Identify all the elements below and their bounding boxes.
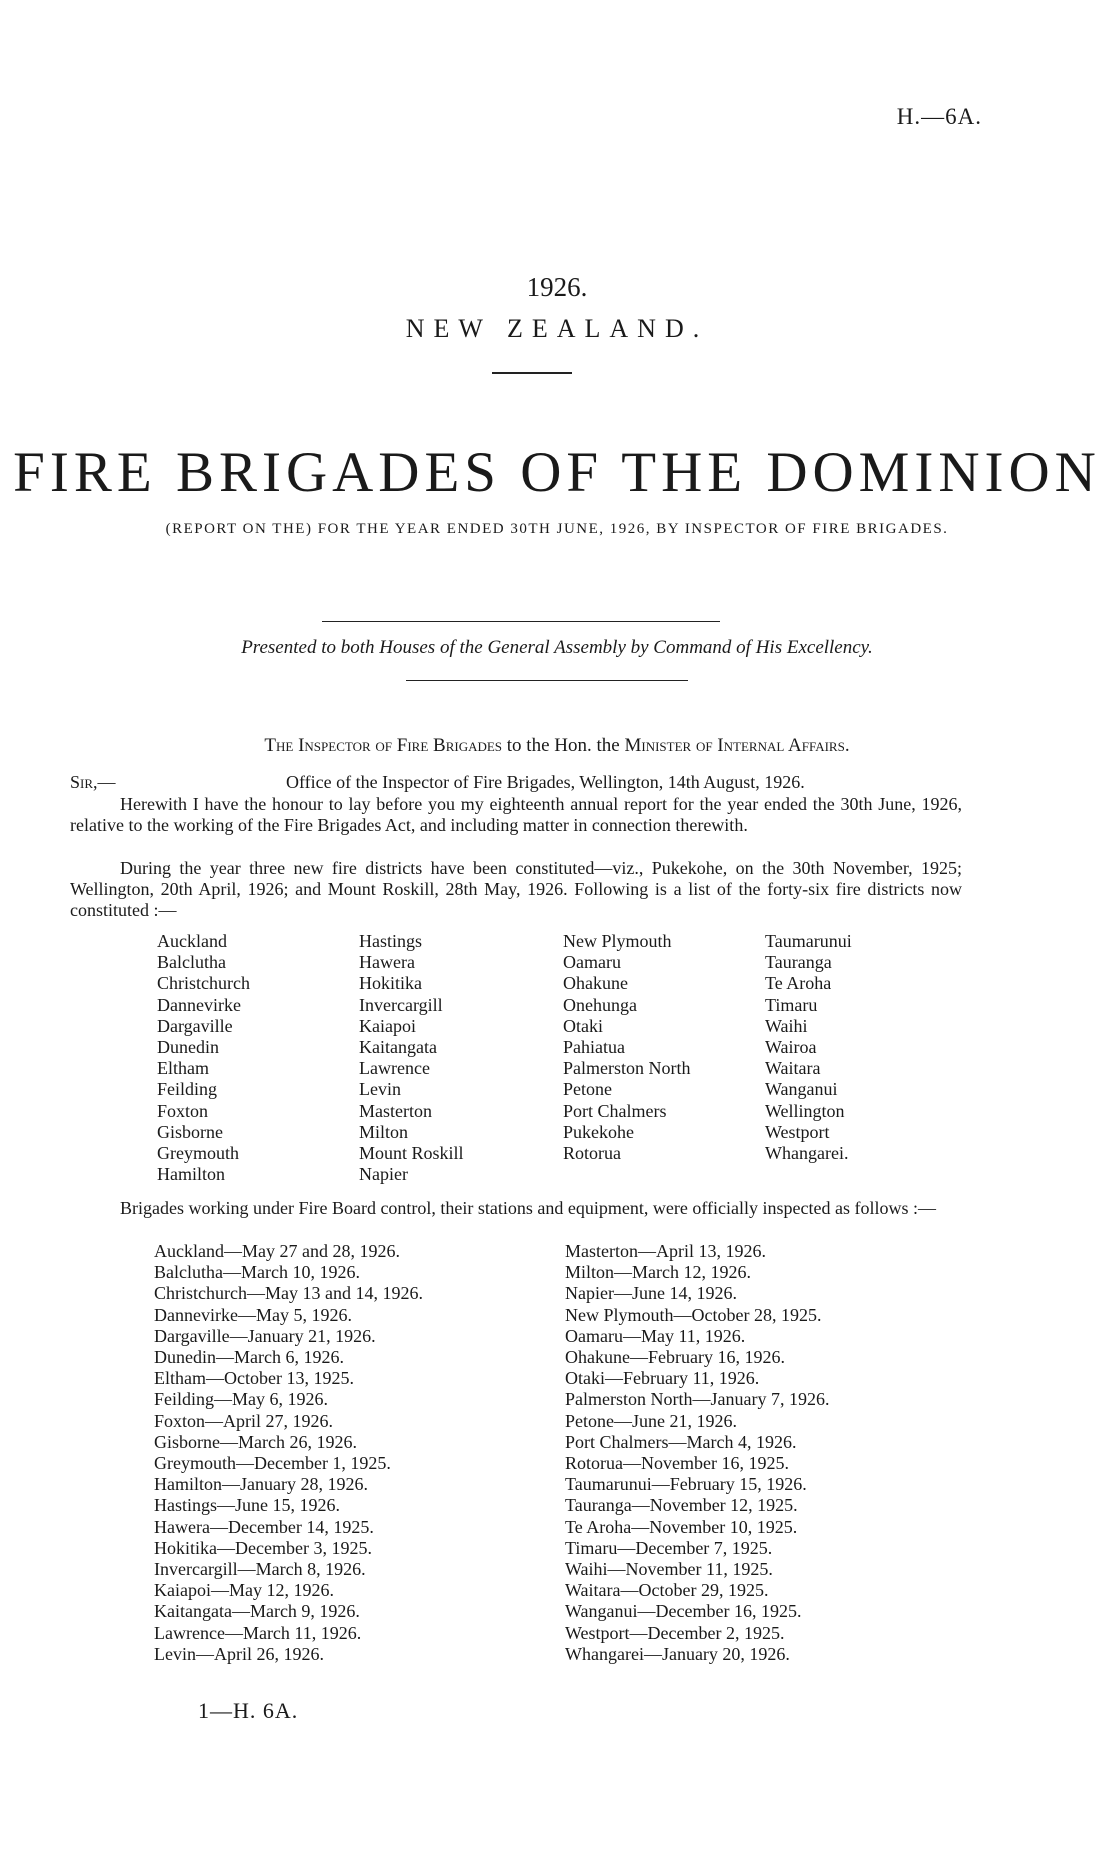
short-divider — [492, 372, 572, 374]
list-item: Wellington — [765, 1100, 845, 1121]
list-item: Petone—June 21, 1926. — [565, 1410, 737, 1431]
list-item: Christchurch — [157, 973, 250, 994]
paragraph-new-districts: During the year three new fire districts have been constituted—viz., Pukekohe, on the 30th November, 1925; Wellington, 20th April, 1926; and Mount Roskill, 28th May, 1926. Following is a list of the forty-six fire districts now constituted :— — [70, 858, 962, 920]
list-item: Kaitangata—March 9, 1926. — [154, 1601, 360, 1622]
list-item: Kaiapoi—May 12, 1926. — [154, 1580, 334, 1601]
list-item: Te Aroha—November 10, 1925. — [565, 1516, 798, 1537]
list-item: Taumarunui—February 15, 1926. — [565, 1474, 807, 1495]
address-from: The Inspector of Fire Brigades — [264, 735, 503, 756]
list-item: Dunedin — [157, 1037, 219, 1058]
page-footer-reference: 1—H. 6A. — [198, 1698, 299, 1723]
list-item: Westport—December 2, 1925. — [565, 1622, 785, 1643]
list-item: Timaru — [765, 994, 818, 1015]
list-item: Invercargill—March 8, 1926. — [154, 1559, 366, 1580]
list-item: Waitara—October 29, 1925. — [565, 1580, 769, 1601]
list-item: Tauranga—November 12, 1925. — [565, 1495, 798, 1516]
list-item: Auckland — [157, 931, 227, 951]
list-item: Palmerston North — [563, 1058, 691, 1079]
list-item: Oamaru—May 11, 1926. — [565, 1325, 746, 1346]
address-mid: to the Hon. the — [502, 735, 625, 756]
list-item: Timaru—December 7, 1925. — [565, 1537, 773, 1558]
presented-line: Presented to both Houses of the General Assembly by Command of His Excellency. — [241, 637, 873, 658]
list-item: Kaitangata — [359, 1037, 437, 1058]
list-item: Port Chalmers — [563, 1100, 667, 1121]
list-item: Westport — [765, 1121, 830, 1142]
list-item: Dargaville — [157, 1015, 233, 1036]
list-item: Milton—March 12, 1926. — [565, 1262, 751, 1283]
list-item: Balclutha—March 10, 1926. — [154, 1262, 360, 1283]
list-item: Gisborne—March 26, 1926. — [154, 1431, 357, 1452]
list-item: Masterton — [359, 1100, 432, 1121]
list-item: Hokitika—December 3, 1925. — [154, 1537, 372, 1558]
list-item: Hawera — [359, 952, 415, 973]
list-item: Hastings — [359, 931, 422, 951]
list-item: Eltham—October 13, 1925. — [154, 1368, 354, 1389]
list-item: Te Aroha — [765, 973, 832, 994]
list-item: Auckland—May 27 and 28, 1926. — [154, 1241, 400, 1261]
list-item: Milton — [359, 1121, 409, 1142]
document-reference: H.—6A. — [896, 104, 982, 129]
list-item: Dargaville—January 21, 1926. — [154, 1325, 376, 1346]
list-item: Tauranga — [765, 952, 832, 973]
list-item: Pahiatua — [563, 1037, 625, 1058]
list-item: Lawrence—March 11, 1926. — [154, 1622, 362, 1643]
year-heading: 1926. — [526, 272, 588, 302]
country-heading: NEW ZEALAND. — [405, 314, 709, 343]
list-item: Hamilton—January 28, 1926. — [154, 1474, 368, 1495]
list-item: Wanganui — [765, 1079, 838, 1100]
list-item: Foxton — [157, 1100, 209, 1121]
list-item: Hokitika — [359, 973, 422, 994]
divider-lower — [406, 680, 688, 681]
inspection-column-1 — [154, 1241, 423, 1665]
list-item: Waitara — [765, 1058, 821, 1079]
list-item: Dannevirke — [157, 994, 241, 1015]
paragraph-intro: Herewith I have the honour to lay before you my eighteenth annual report for the year ended the 30th June, 1926, relative to the working of the Fire Brigades Act, and including matter in connection therewith. — [70, 794, 962, 835]
salutation: Sir,— — [70, 772, 116, 792]
list-item: Port Chalmers—March 4, 1926. — [565, 1431, 797, 1452]
list-item: Foxton—April 27, 1926. — [154, 1410, 334, 1431]
list-item: Ohakune — [563, 973, 628, 994]
inspection-column-2 — [565, 1241, 829, 1665]
list-item: New Plymouth—October 28, 1925. — [565, 1304, 822, 1325]
address-line — [0, 735, 1114, 757]
list-item: Hawera—December 14, 1925. — [154, 1516, 374, 1537]
district-column-2 — [359, 931, 464, 1185]
list-item: Rotorua — [563, 1143, 621, 1164]
list-item: Rotorua—November 16, 1925. — [565, 1453, 789, 1474]
report-subtitle: (REPORT ON THE) FOR THE YEAR ENDED 30TH JUNE, 1926, BY INSPECTOR OF FIRE BRIGADES. — [165, 521, 949, 537]
list-item: Taumarunui — [765, 931, 852, 951]
list-item: Greymouth — [157, 1143, 239, 1164]
office-line: Office of the Inspector of Fire Brigades, Wellington, 14th August, 1926. — [286, 772, 805, 792]
list-item: Napier—June 14, 1926. — [565, 1283, 737, 1304]
list-item: Invercargill — [359, 994, 443, 1015]
page-title: FIRE BRIGADES OF THE DOMINION — [13, 441, 1101, 504]
list-item: Feilding—May 6, 1926. — [154, 1389, 328, 1410]
list-item: Hamilton — [157, 1164, 225, 1185]
list-item: Gisborne — [157, 1121, 223, 1142]
list-item: Masterton—April 13, 1926. — [565, 1241, 766, 1261]
list-item: Pukekohe — [563, 1121, 634, 1142]
list-item: Christchurch—May 13 and 14, 1926. — [154, 1283, 423, 1304]
list-item: Whangarei—January 20, 1926. — [565, 1643, 790, 1664]
list-item: Otaki—February 11, 1926. — [565, 1368, 760, 1389]
list-item: Ohakune—February 16, 1926. — [565, 1347, 785, 1368]
list-item: Whangarei. — [765, 1143, 849, 1164]
list-item: Mount Roskill — [359, 1143, 464, 1164]
district-column-1 — [157, 931, 250, 1185]
list-item: Hastings—June 15, 1926. — [154, 1495, 340, 1516]
list-item: Feilding — [157, 1079, 218, 1100]
list-item: Onehunga — [563, 994, 637, 1015]
list-item: Greymouth—December 1, 1925. — [154, 1453, 391, 1474]
list-item: Dannevirke—May 5, 1926. — [154, 1304, 352, 1325]
list-item: Balclutha — [157, 952, 226, 973]
list-item: Wairoa — [765, 1037, 817, 1058]
list-item: Waihi — [765, 1015, 808, 1036]
list-item: New Plymouth — [563, 931, 672, 951]
list-item: Oamaru — [563, 952, 621, 973]
paragraph-inspections: Brigades working under Fire Board control, their stations and equipment, were officially inspected as follows :— — [120, 1198, 936, 1218]
divider-upper — [322, 621, 720, 622]
list-item: Waihi—November 11, 1925. — [565, 1559, 773, 1580]
list-item: Levin—April 26, 1926. — [154, 1643, 324, 1664]
list-item: Dunedin—March 6, 1926. — [154, 1347, 344, 1368]
district-column-4 — [765, 931, 852, 1164]
list-item: Palmerston North—January 7, 1926. — [565, 1389, 830, 1410]
district-column-3 — [563, 931, 691, 1164]
list-item: Eltham — [157, 1058, 209, 1079]
list-item: Wanganui—December 16, 1925. — [565, 1601, 802, 1622]
list-item: Napier — [359, 1164, 408, 1185]
list-item: Levin — [359, 1079, 401, 1100]
list-item: Otaki — [563, 1015, 603, 1036]
list-item: Kaiapoi — [359, 1015, 416, 1036]
list-item: Lawrence — [359, 1058, 430, 1079]
list-item: Petone — [563, 1079, 612, 1100]
address-to: Minister of Internal Affairs. — [624, 735, 850, 756]
